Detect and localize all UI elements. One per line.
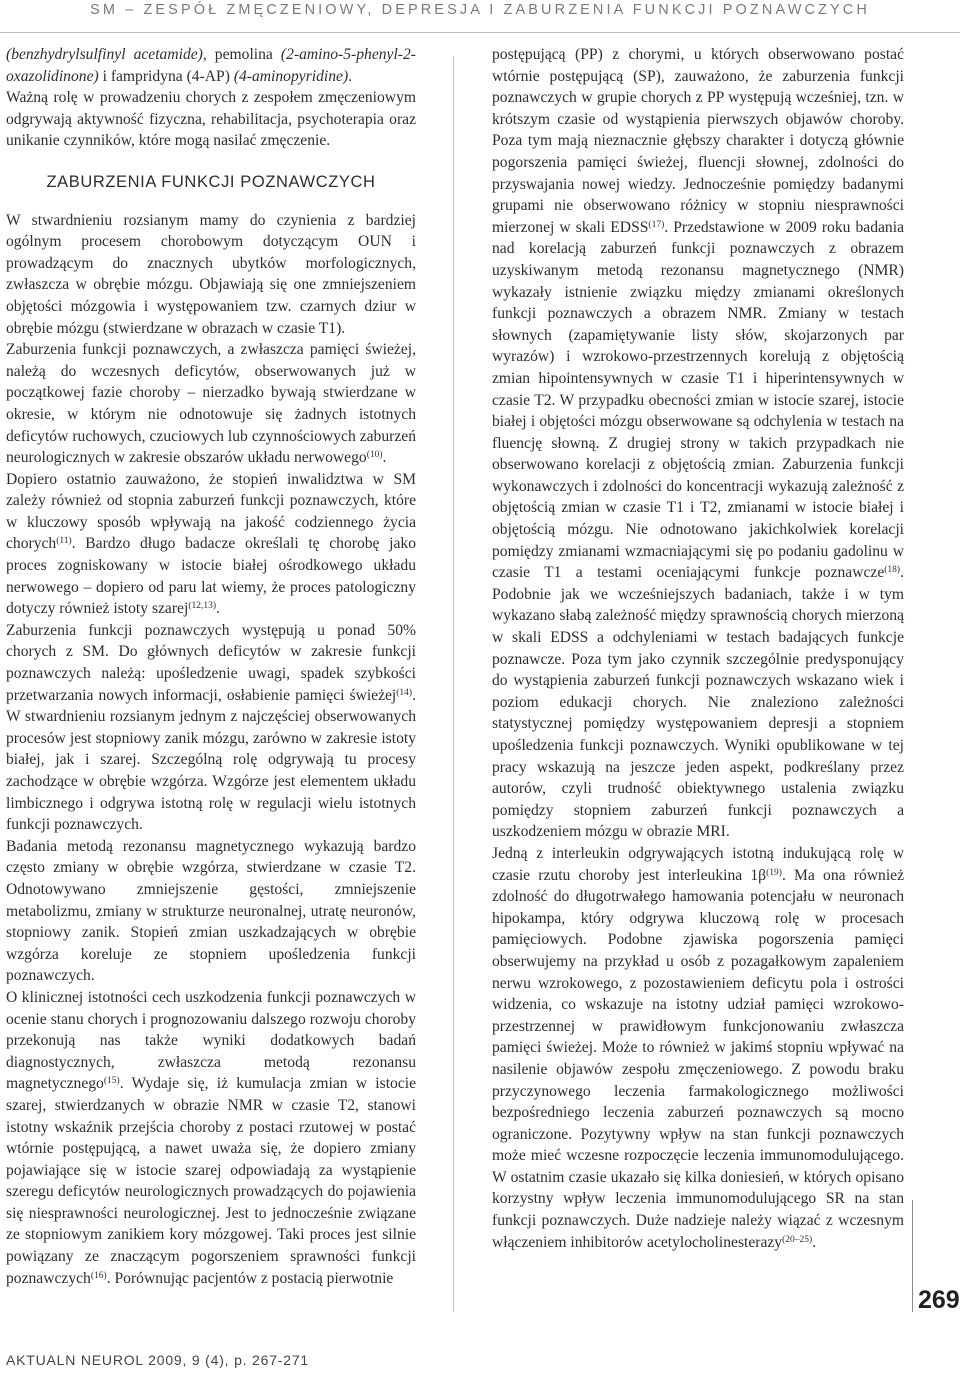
text-run: O klinicznej istotności cech uszkodzenia funkcji poznawczych w ocenie stanu chorych i prognozowaniu dalszego rozwoju choroby przekonują nas także wyniki dodatkowych badań diagnostycznych, zwłaszcza metodą rezonansu magnetycznego <box>6 988 416 1093</box>
text-run: . Podobnie jak we wcześniejszych badaniach, także i w tym wykazano słabą zależność między sprawnością chorych mierzoną w skali EDSS a odchyleniami w testach badających funkcje poznawcze. Poza tym jako czynnik szczególnie predysponujący do wystąpienia zaburzeń funkcji poznawczych wskazano wiek i poziom edukacji chorych. Nie znaleziono zależności statystycznej pomiędzy występowaniem depresji a stopniem upośledzenia funkcji poznawczych. Wyniki opublikowane w tej pracy wskazują na jeszcze jeden aspekt, podkreślany przez autorów, czyli trudność obiektywnego ustalenia związku pomiędzy stopniem zaburzeń funkcji poznawczych a uszkodzeniem mózgu w obrazie MRI. <box>492 564 904 841</box>
citation-ref: (14) <box>396 687 413 698</box>
paragraph <box>6 620 416 836</box>
citation-ref: (16) <box>90 1270 107 1281</box>
chemical-name: (4-aminopyridine) <box>233 67 349 85</box>
text-run: . Porównując pacjentów z postacią pierwotnie <box>106 1269 394 1287</box>
text-run: . Wydaje się, iż kumulacja zmian w istocie szarej, stwierdzanych w obrazie NMR w czasie T2, stanowi istotny wskaźnik przejścia choroby z postaci rzutowej w postać wtórnie postępującą, a nawet uważa się, że dopiero zmiany pojawiające się w istocie szarej odpowiadają za wystąpienie szeregu deficytów neurologicznych prowadzących do pojawienia się niesprawności neurologicznej. Jest to jednocześnie związane ze stopniowym zanikiem kory mózgowej. Taki proces jest silnie powiązany ze znaczącym pogorszeniem sprawności funkcji poznawczych <box>6 1075 416 1287</box>
header-rule <box>0 32 960 33</box>
citation-ref: (19) <box>766 867 782 878</box>
text-run: . <box>812 1233 817 1251</box>
text-run: . W stwardnieniu rozsianym jednym z najczęściej obserwowanych procesów jest stopniowy zanik mózgu, zarówno w zakresie istoty białej, jak i szarej. Szczególną rolę odgrywają tu procesy zachodzące w obrębie wzgórza. Wzgórze jest elementem układu limbicznego i odgrywa istotną rolę w regulacji wielu istotnych funkcji poznawczych. <box>6 686 416 834</box>
left-column <box>6 44 416 1289</box>
citation-ref: (20–25) <box>782 1234 813 1245</box>
paragraph <box>6 339 416 469</box>
text-run: postępującą (PP) z chorymi, u których obserwowano postać wtórnie postępującą (SP), zauważono, że zaburzenia funkcji poznawczych w grupie chorych z PP występują wcześniej, tzn. w krótszym czasie od wystąpienia pierwszych objawów choroby. Poza tym mają nieznacznie głębszy charakter i dotyczą głównie pogorszenia pamięci świeżej, fluencji słownej, zdolności do przyswajania nowej wiedzy. Jednocześnie pomiędzy badanymi grupami nie obserwowano różnicy w stopniu niesprawności mierzonej w skali EDSS <box>492 46 904 236</box>
footer-citation: AKTUALN NEUROL 2009, 9 (4), p. 267-271 <box>6 1352 310 1368</box>
intro-paragraph-1 <box>6 44 416 87</box>
intro-paragraph-2: Ważną rolę w prowadzeniu chorych z zespołem zmęczeniowym odgrywają aktywność fizyczna, rehabilitacja, psychoterapia oraz unikanie czynników, które mogą nasilać zmęczenie. <box>6 89 416 150</box>
text-run: Jedną z interleukin odgrywających istotną indukującą rolę w czasie rzutu choroby jest interleukina 1β <box>492 844 904 884</box>
text-run: Dopiero ostatnio zauważono, że stopień inwalidztwa w SM zależy również od stopnia zaburzeń funkcji poznawczych, które w kluczowy sposób wpływają na jakość codziennego życia chorych <box>6 470 416 553</box>
text-run: . Bardzo długo badacze określali tę chorobę jako proces zogniskowany w istocie białej ośrodkowego układu nerwowego – dopiero od paru lat wiemy, że proces patologiczny dotyczy również istoty szarej <box>6 535 416 618</box>
page-number: 269 <box>918 1286 960 1314</box>
paragraph <box>492 44 904 843</box>
paragraph <box>6 987 416 1289</box>
text-run: . <box>216 600 220 618</box>
running-head: SM – ZESPÓŁ ZMĘCZENIOWY, DEPRESJA I ZABURZENIA FUNKCJI POZNAWCZYCH <box>90 2 870 18</box>
citation-ref: (12,13) <box>188 601 217 612</box>
text-run: . Przedstawione w 2009 roku badania nad korelacją zaburzeń funkcji poznawczych z obrazem uzyskiwanym metodą rezonansu magnetycznego (NMR) wykazały istnienie związku między zmianami określonych funkcji poznawczych a obrazem NMR. Zmiany w testach słownych (zapamiętywanie listy słów, skojarzonych par wyrazów) i wzrokowo-przestrzennych korelują z objętością zmian hipointensywnych w czasie T1 i hiperintensywnych w czasie T2. W przypadku obecności zmian w istocie szarej, istocie białej i objętości mózgu obserwowane są odchylenia w testach na fluencję słowną. Z drugiej strony w takich przypadkach nie obserwowano korelacji z objętością zmian. Zaburzenia funkcji wykonawczych i zdolności do koncentracji wykazują zależność z objętością zmian w czasie T1 i T2, zmianami w istocie białej i objętością mózgu. Nie odnotowano jakichkolwiek korelacji pomiędzy zmianami wzmacniającymi się po podaniu gadolinu w czasie T1 a testami oceniającymi funkcje poznawcze <box>492 218 904 582</box>
paragraph: Badania metodą rezonansu magnetycznego wykazują bardzo często zmiany w obrębie wzgórza, stwierdzane w czasie T2. Odnotowywano zmniejszenie gęstości, zmniejszenie metabolizmu, zmiany w strukturze neuronalnej, utratę neuronów, stopniowy zanik. Stopień zmian uszkadzających w obrębie wzgórza koreluje ze stopniem upośledzenia funkcji poznawczych. <box>6 837 416 985</box>
page-number-rule <box>912 1200 913 1312</box>
chemical-name: (2-amino-5-phenyl-2-oxazolidinone) <box>6 46 416 85</box>
right-column <box>492 44 904 1253</box>
text-run: , pemolina <box>202 46 281 63</box>
citation-ref: (10) <box>366 450 383 461</box>
text-run: . Ma ona również zdolność do długotrwałego hamowania potencjału w neuronach hipokampa, który odgrywa kluczową rolę w procesach pamięciowych. Podobne zjawiska pogorszenia pamięci obserwujemy na przykład u osób z pozagałkowym zapaleniem nerwu wzrokowego, z pozostawieniem deficytu pola i ostrości widzenia, co wskazuje na istotny udział pamięci wzrokowo-przestrzennej w prawidłowym funkcjonowaniu zwłaszcza pamięci świeżej. Może to również w jakimś stopniu wpływać na nasilenie objawów zespołu zmęczeniowego. Z powodu braku przyczynowego leczenia farmakologicznego możliwości bezpośredniego leczenia zaburzeń poznawczych są mocno ograniczone. Pozytywny wpływ na stan funkcji poznawczych może mieć wczesne rozpoczęcie leczenia immunomodulującego. W ostatnim czasie ukazało się kilka doniesień, w których opisano korzystny wpływ leczenia immunomodulującego SR na stan funkcji poznawczych. Duże nadzieje należy wiązać z wczesnym włączeniem inhibitorów acetylocholinesterazy <box>492 866 904 1251</box>
text-run: . <box>348 67 353 85</box>
citation-ref: (11) <box>56 536 72 547</box>
column-divider <box>453 56 454 1312</box>
paragraph <box>492 843 904 1253</box>
paragraph: W stwardnieniu rozsianym mamy do czynienia z bardziej ogólnym procesem chorobowym dotyczącym OUN i prowadzącym do znacznych ubytków morfologicznych, zwłaszcza w obrębie mózgu. Objawiają się one zmniejszeniem objętości mózgowia i występowaniem tzw. czarnych dziur w obrębie mózgu (stwierdzane w obrazach w czasie T1). <box>6 211 416 337</box>
section-heading: ZABURZENIA FUNKCJI POZNAWCZYCH <box>46 172 376 191</box>
paragraph <box>6 469 416 620</box>
text-run: Zaburzenia funkcji poznawczych, a zwłaszcza pamięci świeżej, należą do wczesnych deficytów, obserwowanych już w początkowej fazie choroby – nierzadko bywają stwierdzane w okresie, w którym nie odnotowuje się żadnych istotnych deficytów ruchowych, czuciowych lub czynnościowych zaburzeń neurologicznych w zakresie obszarów układu nerwowego <box>6 341 416 467</box>
citation-ref: (18) <box>884 565 901 576</box>
chemical-name: (benzhydrylsulfinyl acetamide) <box>6 46 203 63</box>
citation-ref: (17) <box>648 219 665 230</box>
text-run: . <box>382 449 387 467</box>
text-run: i fampridyna (4-AP) <box>98 67 234 85</box>
text-run: Zaburzenia funkcji poznawczych występują u ponad 50% chorych z SM. Do głównych deficytów w zakresie funkcji poznawczych należą: upośledzenie uwagi, spadek szybkości przetwarzania nowych informacji, osłabienie pamięci świeżej <box>6 621 416 704</box>
citation-ref: (15) <box>103 1076 120 1087</box>
